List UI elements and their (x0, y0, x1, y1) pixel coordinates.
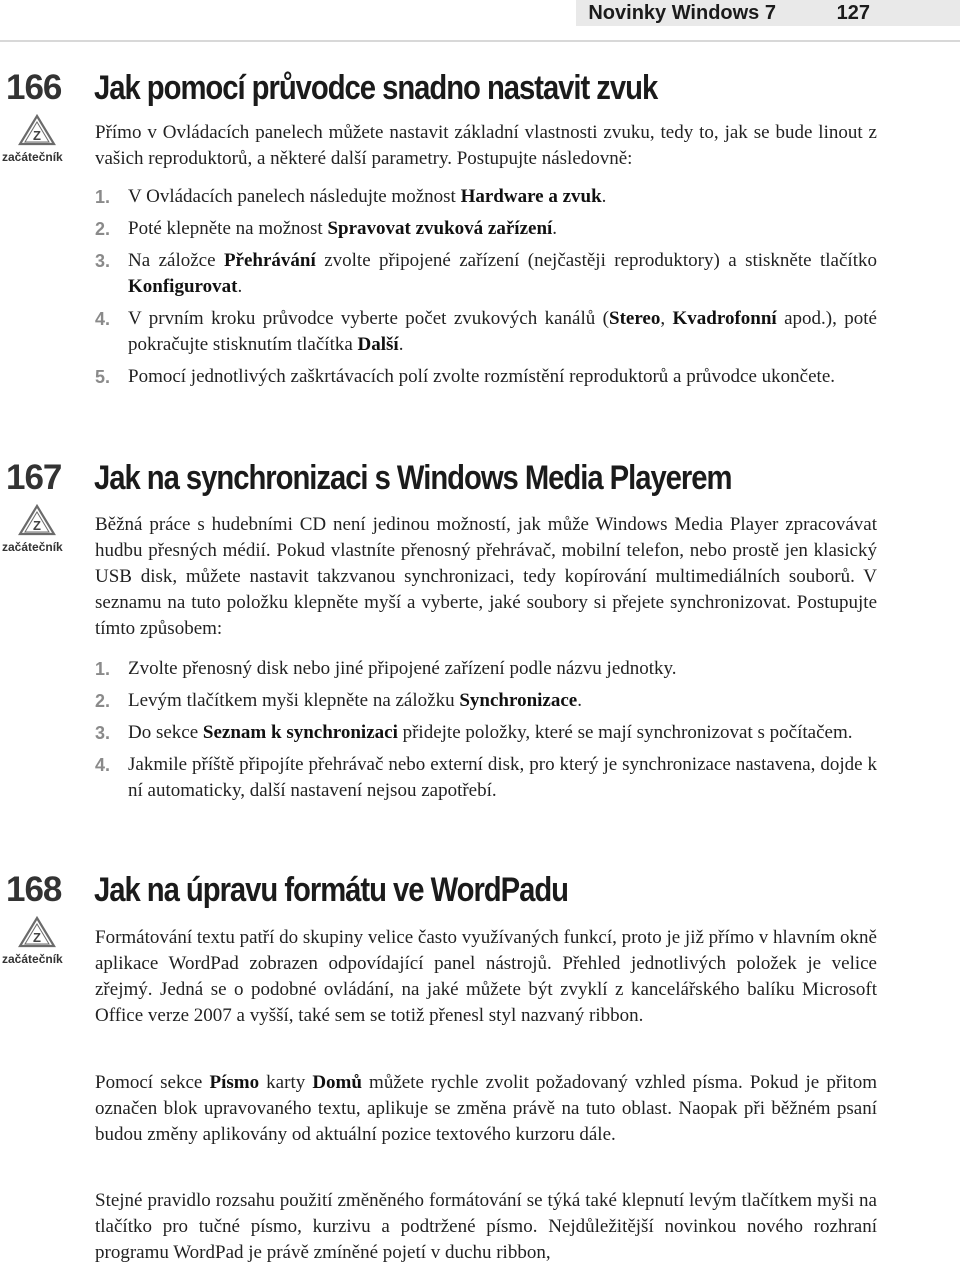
step-number: 1. (95, 187, 111, 207)
level-letter: Z (33, 930, 41, 945)
tip-title: Jak pomocí průvodce snadno nastavit zvuk (94, 69, 658, 107)
tip-167-intro: Běžná práce s hudebními CD není jedinou možností, jak může Windows Media Player zpracovávat hudbu přesných médií. Pokud vlastníte přenosný přehrávač, mobilní telefon, nebo prostě jen klasický USB disk, můžete nastavit takzvanou synchronizaci, tedy kopírování multimediálních souborů. V seznamu na tuto položku klepněte myší a vyberte, jaké soubory si přejete synchronizovat. Postupujte tímto způsobem: (95, 514, 877, 639)
step-number: 2. (95, 219, 111, 239)
step-number: 2. (95, 691, 111, 711)
running-head-title: Novinky Windows 7 (588, 2, 776, 24)
step: 1. Zvolte přenosný disk nebo jiné připojené zařízení podle názvu jednotky. (95, 656, 877, 682)
header-rule (0, 40, 960, 42)
page-number: 127 (836, 2, 870, 24)
step-number: 4. (95, 309, 111, 329)
step-number: 1. (95, 659, 111, 679)
step: 1. V Ovládacích panelech následujte možnost Hardware a zvuk. (95, 184, 877, 210)
tip-166-intro: Přímo v Ovládacích panelech můžete nastavit základní vlastnosti zvuku, tedy to, jak se bude linout z vašich reproduktorů, a některé další parametry. Postupujte následovně: (95, 122, 877, 169)
tip-title: Jak na úpravu formátu ve WordPadu (94, 871, 568, 909)
running-head (0, 0, 960, 44)
level-letter: Z (33, 518, 41, 533)
step-number: 3. (95, 723, 111, 743)
tip-168-paragraph: Pomocí sekce Písmo karty Domů můžete rychle zvolit požadovaný vzhled písma. Pokud je přitom označen blok upravovaného textu, aplikuje se změna právě na tuto oblast. Naopak při běžném psaní budou změny aplikovány od aktuální pozice textového kurzoru dále. (95, 1072, 877, 1145)
beginner-level-icon (18, 916, 56, 948)
beginner-level-icon (18, 504, 56, 536)
tip-title: Jak na synchronizaci s Windows Media Playerem (94, 459, 732, 497)
step: 5. Pomocí jednotlivých zaškrtávacích polí zvolte rozmístění reproduktorů a průvodce ukončete. (95, 364, 877, 390)
step-number: 4. (95, 755, 111, 775)
tip-number: 168 (6, 870, 62, 909)
step: 3. Na záložce Přehrávání zvolte připojené zařízení (nejčastěji reproduktory) a stiskněte tlačítko Konfigurovat. (95, 250, 877, 297)
tip-167-steps (95, 656, 877, 810)
step: 4. V prvním kroku průvodce vyberte počet zvukových kanálů (Stereo, Kvadrofonní apod.), poté pokračujte stisknutím tlačítka Další. (95, 308, 877, 355)
step: 4. Jakmile příště připojíte přehrávač nebo externí disk, pro který je synchronizace nastavena, dojde k ní automaticky, další nastavení nejsou zapotřebí. (95, 754, 877, 801)
step-number: 3. (95, 251, 111, 271)
tip-number: 166 (6, 68, 62, 107)
beginner-level-icon (18, 114, 56, 146)
level-letter: Z (33, 128, 41, 143)
level-label: začátečník (2, 540, 63, 554)
step: 2. Poté klepněte na možnost Spravovat zvuková zařízení. (95, 216, 877, 242)
step: 2. Levým tlačítkem myši klepněte na záložku Synchronizace. (95, 688, 877, 714)
step: 3. Do sekce Seznam k synchronizaci přidejte položky, které se mají synchronizovat s počítačem. (95, 720, 877, 746)
tip-number: 167 (6, 458, 62, 497)
tip-168-paragraph: Stejné pravidlo rozsahu použití změněného formátování se týká také klepnutí levým tlačítkem myši na tlačítko pro tučné písmo, kurzivu a podtržené písmo. Nejdůležitější novinkou nového rozhraní programu WordPad je právě zmíněné pojetí v duchu ribbon, (95, 1190, 877, 1263)
tip-168-paragraph: Formátování textu patří do skupiny velice často využívaných funkcí, proto je již přímo v hlavním okně aplikace WordPad zobrazen odpovídající panel nástrojů. Přehled jednotlivých položek je velice zřejmý. Jedná se o podobné ovládání, na jaké můžete být zvyklí z kancelářského balíku Microsoft Office verze 2007 a vyšší, také sem se totiž přenesl styl nazvaný ribbon. (95, 927, 877, 1026)
tip-166-steps (95, 184, 877, 396)
level-label: začátečník (2, 150, 63, 164)
level-label: začátečník (2, 952, 63, 966)
step-number: 5. (95, 367, 111, 387)
